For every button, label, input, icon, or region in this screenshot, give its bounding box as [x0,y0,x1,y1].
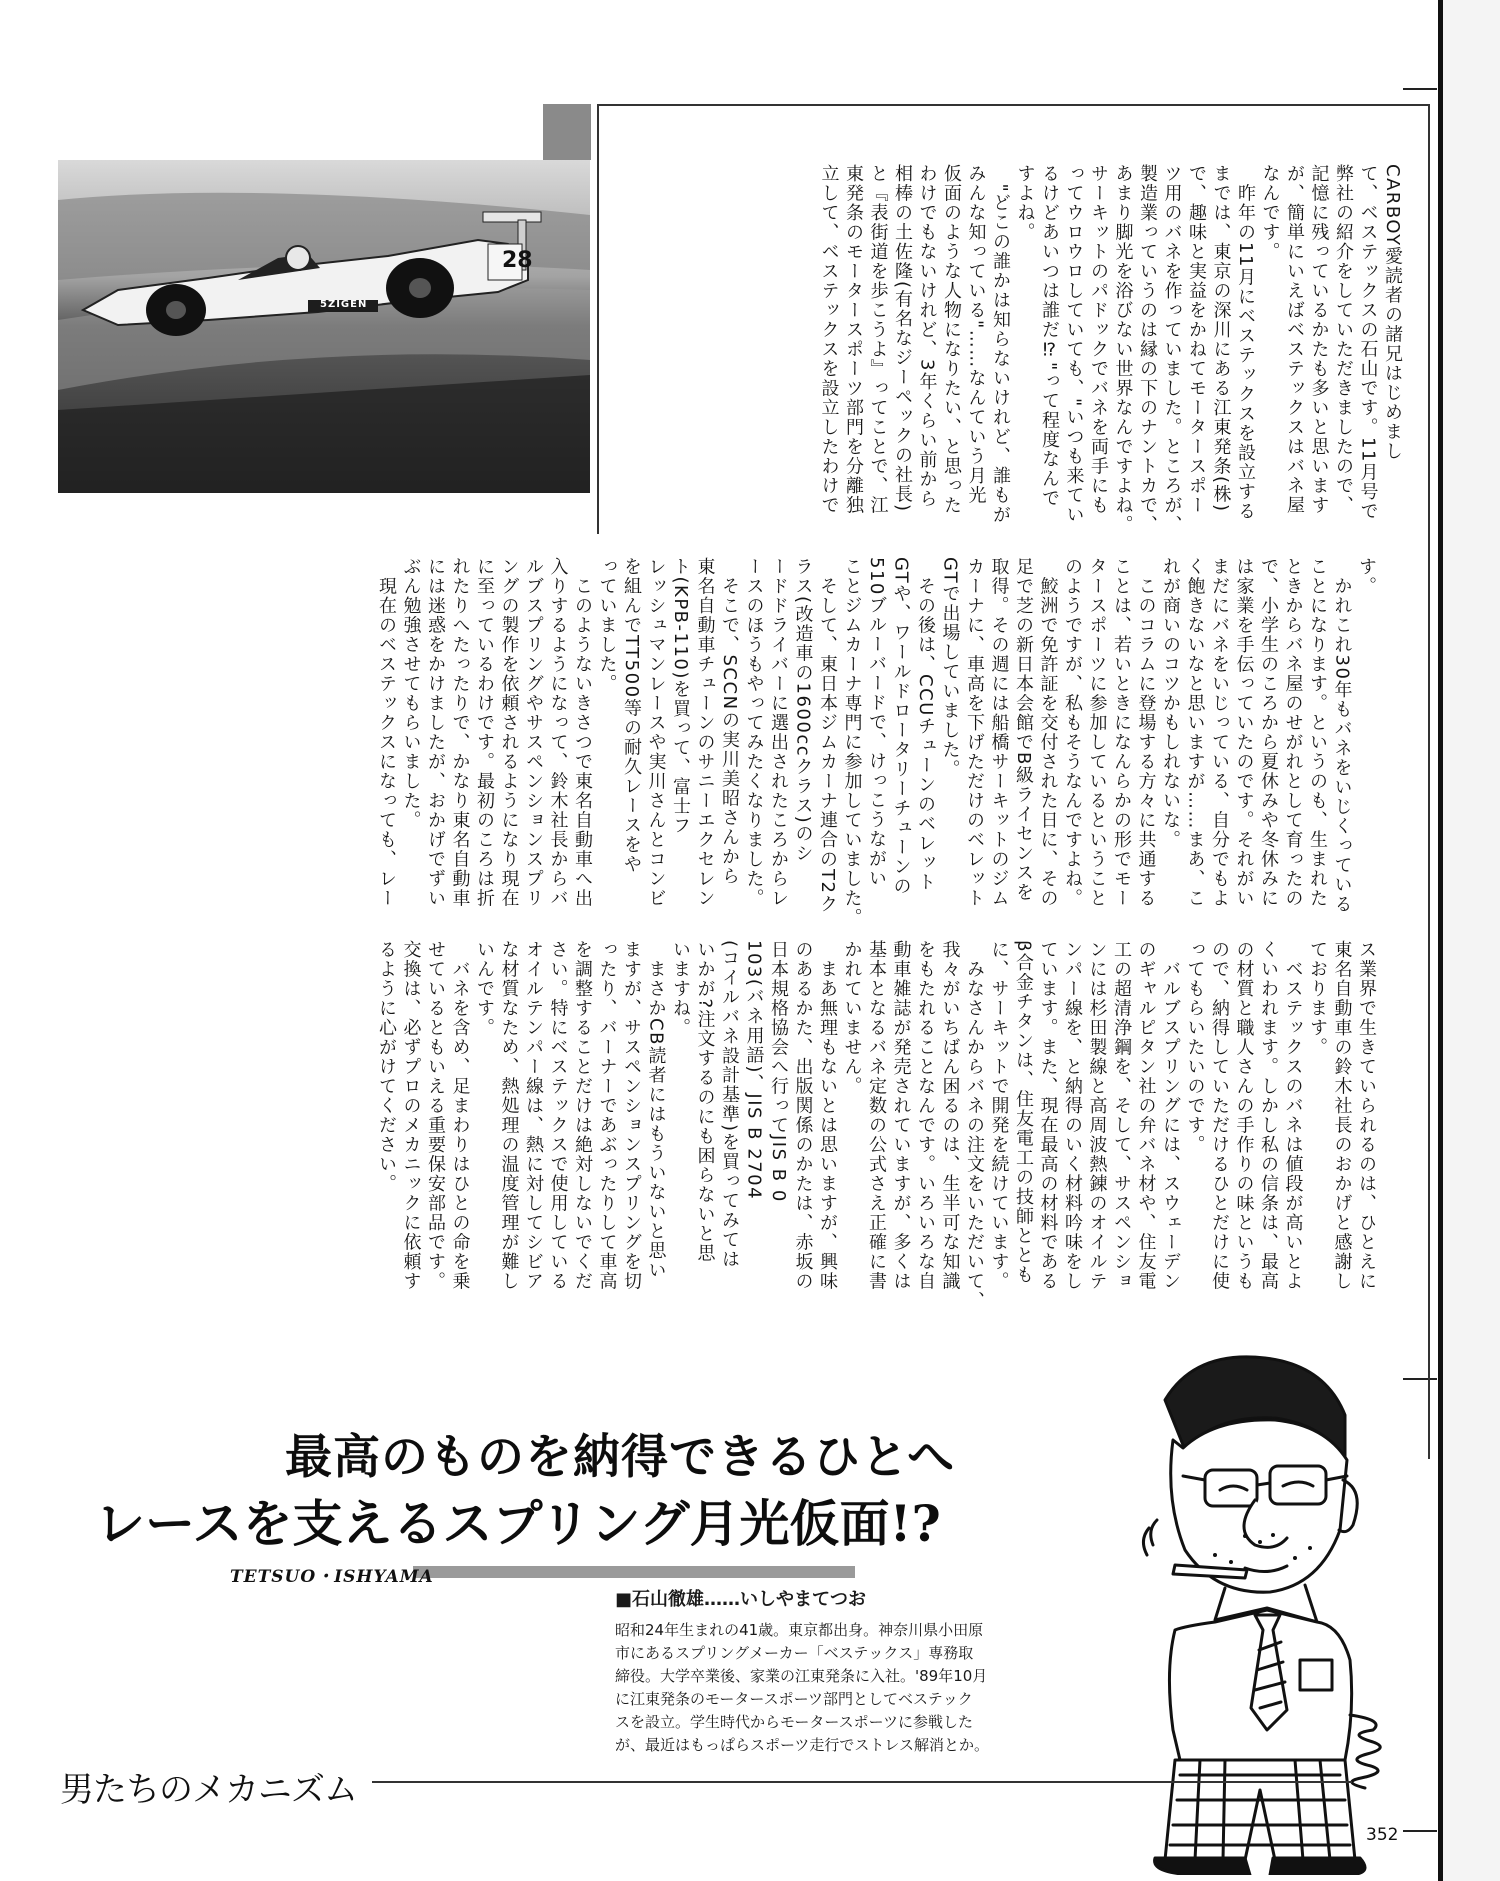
author-profile [615,1585,1125,1757]
photo-accent-tab [543,104,591,160]
byline-bar-extension [635,1566,855,1578]
race-car-photo-image [58,160,590,493]
caricature-illustration [1055,1330,1400,1875]
byline: TETSUO・ISHYAMA [230,1567,434,1587]
headline-line-1: 最高のものを納得できるひとへ [285,1430,956,1485]
headline [95,1420,1075,1553]
page-number: 352 [1366,1825,1399,1845]
article-text-column-1: CARBOY愛読者の諸兄はじめまし て、ベステックスの石山です。11月号で 弊社の紹介をしていただきましたので、 記憶に残っているかたも多いと思います が、簡単にいえばベステックスはバネ屋 なんです。 昨年の11月にベステックスを設立する までは、東京の深川にある江東発条(株) で、趣味と実益をかねてモータースポー ツ用のバネを作っていました。ところが、 製造業っていうのは縁の下のナントカで、 あまり脚光を浴びない世界なんですよね。 サーキットのパドックでバネを両手にも ってウロウロしていても、"いつも来てい るけどあいつは誰だ⁉"って程度なんで すよね。 "どこの誰かは知らないけれど、誰もが みんな知っている"……なんていう月光 仮面のような人物になりたい、と思った わけでもないけれど、3年くらい前から 相棒の土佐隆(有名なジーペックの社長) と『表街道を歩こうよ』ってことで、江 東発条のモータースポーツ部門を分離独 立して、ベステックスを設立したわけで [818,164,1403,535]
profile-heading: ■石山徹雄……いしやまてつお [615,1589,867,1610]
article-text-column-2: す。 かれこれ30年もバネをいじくっている ことになります。というのも、生まれた ときからバネ屋のせがれとして育ったの で、小学生のころから夏休みや冬休みに は家業を手伝っていたのです。それがい まだにバネをいじっている、自分でもよ く飽きないなと思いますが……まあ、こ れが商いのコツかもしれないな。 このコラムに登場する方々に共通する ことは、若いときになんらかの形でモー タースポーツに参加しているということ のようですが、私もそうなんですよね。 鮫洲で免許証を交付された日に、その 足で芝の新日本会館でB級ライセンスを 取得。その週には船橋サーキットのジム カーナに、車高を下げただけのベレット GTで出場していました。 その後は、CCUチューンのベレット GTや、ワールドロータリーチューンの 510ブルーバードで、けっこうながい ことジムカーナ専門に参加していました。 そして、東日本ジムカーナ連合のT2ク ラス(改造車の1600ccクラス)のシ ードドライバーに選出されたころからレ ースのほうもやってみたくなりました。 そこで、SCCNの実川美昭さんから 東名自動車チューンのサニーエクセレン ト(KPB-110)を買って、富士フ レッシュマンレースや実川さんとコンビ を組んでTT500等の耐久レースをや っていました。 このようないきさつで東名自動車へ出 入りするようになって、鈴木社長からバ ルブスプリングやサスペンションスプリ ングの製作を依頼されるようになり現在 に至っているわけです。最初のころは折 れたりへたったりで、かなり東名自動車 には迷惑をかけましたが、おかげでずい ぶん勉強させてもらいました。 現在のベステックスになっても、レー [376,557,1377,928]
caricature-drawing [1055,1330,1400,1875]
car-sponsor-text: 5ZIGEN [320,299,368,310]
car-number: 28 [502,248,533,273]
margin-tick [1403,1830,1437,1832]
margin-tick [1403,88,1437,90]
binding-edge [1438,0,1443,1881]
section-title: 男たちのメカニズム [60,1770,357,1810]
race-car-photo [58,160,590,493]
binding-shadow [1443,0,1500,1881]
byline-bar [413,1566,658,1578]
section-title-rule [372,1781,1352,1783]
profile-body: 昭和24年生まれの41歳。東京都出身。神奈川県小田原 市にあるスプリングメーカー「ベステックス」専務取 締役。大学卒業後、家業の江東発条に入社。'89年10月 に江東発条のモータースポーツ部門としてベステック スを設立。学生時代からモータースポーツに参戦した が、最近はもっぱらスポーツ走行でストレス解消とか。 [615,1621,989,1754]
article-frame-left [597,104,599,534]
article-text-column-3: ス業界で生きていられるのは、ひとえに 東名自動車の鈴木社長のおかげと感謝し ております。 ベステックスのバネは値段が高いとよ くいわれます。しかし私の信条は、最高 の材質と職人さんの手作りの味というも ので、納得していただけるひとだけに使 ってもらいたいのです。 バルブスプリングには、スウェーデン のギャルピタン社の弁バネ材や、住友電 工の超清浄鋼を、そして、サスペンショ ンには杉田製線と高周波熱錬のオイルテ ンパー線を、と納得のいく材料吟味をし ています。また、現在最高の材料である β合金チタンは、住友電工の技師ととも に、サーキットで開発を続けています。 みなさんからバネの注文をいただいて、 我々がいちばん困るのは、生半可な知識 をもたれることなんです。いろいろな自 動車雑誌が発売されていますが、多くは 基本となるバネ定数の公式さえ正確に書 かれていません。 まあ無理もないとは思いますが、興味 のあるかた、出版関係のかたは、赤坂の 日本規格協会へ行ってJIS B 0 103(バネ用語)、JIS B 2704 (コイルバネ設計基準)を買ってみては いかが?注文するのにも困らないと思 いますね。 まさかCB読者にはもういないと思い ますが、サスペンションスプリングを切 ったり、バーナーであぶったりして車高 を調整することだけは絶対しないでくだ さい。特にベステックスで使用している オイルテンパー線は、熱に対してシビア な材質なため、熱処理の温度管理が難し いんです。 バネを含め、足まわりはひとの命を乗 せているともいえる重要保安部品です。 交換は、必ずプロのメカニックに依頼す るように心がけてください。 [376,940,1377,1311]
byline-row [230,1560,610,1594]
headline-line-2: レースを支えるスプリング月光仮面!? [95,1494,941,1553]
